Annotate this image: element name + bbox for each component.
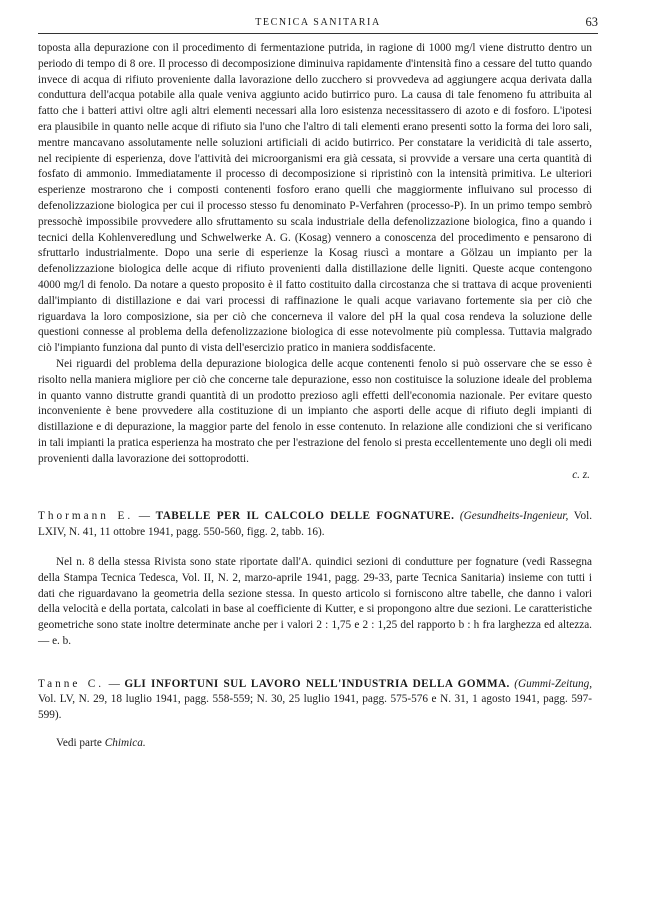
article2-citation: Vol. LXIV, N. 41, 11 ottobre 1941, pagg. 550-560, figg. 2, tabb. 16). bbox=[38, 510, 593, 539]
article2-title: TABELLE PER IL CALCOLO DELLE FOGNATURE. bbox=[155, 510, 455, 523]
article1-signature: c. z. bbox=[572, 468, 590, 481]
running-title: TECNICA SANITARIA bbox=[255, 17, 381, 28]
article2-heading bbox=[38, 509, 592, 541]
article2-body: Nel n. 8 della stessa Rivista sono state riportate dall'A. quindici sezioni di condutture per fognature (vedi Rassegna della Stampa Tecnica Tedesca, Vol. II, N. 2, marzo-aprile 1941, pagg. 29-33, parte Tecnica Sanitaria) insieme con tutti i dati che riguardavano la geometria della sezione stessa. In questo articolo si forniscono altre tabelle, che danno i valori della velocità e della portata, calcolati in base al coefficiente di Kutter, e si propongono altre due sezioni. Le caratteristiche geometriche sono state inoltre determinate anche per i valori 2 : 1,75 e 2 : 1,25 del rapporto b : h fra larghezza ed altezza. — e. b. bbox=[38, 555, 592, 647]
article2-source: (Gesundheits-Ingenieur, bbox=[459, 510, 569, 523]
article3-author: Tanne C. bbox=[38, 677, 105, 690]
article3-citation: Vol. LV, N. 29, 18 luglio 1941, pagg. 558-559; N. 30, 25 luglio 1941, pagg. 575-576 e N. 31, 1 agosto 1941, pagg. 597-599). bbox=[38, 693, 592, 722]
article2-author: Thormann E. bbox=[38, 510, 134, 523]
page-number: 63 bbox=[585, 15, 598, 29]
article1-paragraph1: toposta alla depurazione con il procedimento di fermentazione putrida, in ragione di 1000 mg/l viene distrutto dentro un periodo di tempo di 8 ore. Il processo di decomposizione diminuiva rapidamente d'intensità fino a cessare del tutto quando invece di acqua di rifiuto proveniente dalla lavorazione dello zucchero si provvedeva ad aggiungere acqua derivata dalla condutturа dell'acqua potabile alla quale veniva aggiunto acido butirrico puro. La causa di tale fenomeno fu attribuita al fatto che i batteri attivi oltre agli altri elementi necessari alla loro esistenza necessitassero di azoto e di fosforo. L'ipotesi era plausibile in quanto nelle acque di rifiuto sia l'uno che l'altro di tali elementi erano presenti sotto la forma dei loro sali, mentre mancavano assolutamente nelle soluzioni artificiali di acido butirrico. Per constatare la veridicità di tale asserto, nel recipiente di esperienza, dove l'attività dei microorganismi era già cessata, si provvide a versare una certa quantità di fosfato di ammonio. Immediatamente il processo di decomposizione si ripristinò con la intensità primitiva. Le ulteriori esperienze mostrarono che i composti contenenti fosforo erano quelli che maggiormente influivano sul processo di defenolizzazione biologica per cui il processo stesso fu denominato P-Verfahren (processo-P). In un primo tempo sembrò pressochè impossibile provvedere allo sfruttamento su scala industriale della defenolizzazione biologica, fino a quando i tecnici della Kohlenveredlung und Schwelwerke A. G. (Kosag) vennero a conoscenza del procedimento e pensarono di sfruttarlo industrialmente. Dopo una serie di esperienze la Kosag riuscì a montare a Gölzau un impianto per la defenolizzazione biologica delle acque di rifiuto provenienti dalla distillazione delle ligniti. Queste acque contengono 4000 mg/l di fenolo. Da notare a questo proposito è il fatto costituito dalla circostanza che si trattava di acque provenienti dall'impianto di distillazione e dai vari processi di raffinazione le quali acque variavano fortemente sia per ciò che riguardava la loro composizione, sia per ciò che concerneva il valore del pH la qual cosa rendeva la soluzione delle questioni connesse al problema della defenolizzazione biologica di esse notevolmente più complessa. Tuttavia malgrado ciò l'impianto funziona dal punto di vista dell'esercizio pratico in maniera soddisfacente. bbox=[38, 42, 592, 355]
article3-see-also bbox=[38, 736, 592, 752]
see-also-target: Chimica. bbox=[104, 737, 146, 750]
article2-separator: — bbox=[133, 510, 156, 523]
page-header bbox=[38, 17, 598, 34]
article3-title: GLI INFORTUNI SUL LAVORO NELL'INDUSTRIA DELLA GOMMA. bbox=[124, 677, 510, 690]
article1-paragraph2: Nei riguardi del problema della depurazione biologica delle acque contenenti fenolo si può osservare che se esso è risolto nella maniera migliore per ciò che concerne tale depurazione, esso non costituisce la soluzione ideale del problema in quanto vanno distrutte grandi quantità di un prodotto prezioso agli effetti dell'economia nazionale. Per evitare questo inconveniente è bene provvedere alla costituzione di un impianto che asporti delle acque di rifiuto degli impianti di distillazione e di depurazione, la maggior parte del fenolo in esse contenuto. In relazione alle condizioni che si verificano in tali impianti la pratica esperienza ha mostrato che per l'estrazione del fenolo si presta eccellentemente uno degli oli medi provenienti dalla lavorazione dei sottoprodotti. bbox=[38, 357, 592, 465]
article3-heading bbox=[38, 677, 592, 724]
article3-separator: — bbox=[104, 677, 125, 690]
page-body bbox=[38, 41, 592, 752]
see-also-prefix: Vedi parte bbox=[56, 737, 102, 750]
article3-source: (Gummi-Zeitung, bbox=[514, 677, 593, 690]
